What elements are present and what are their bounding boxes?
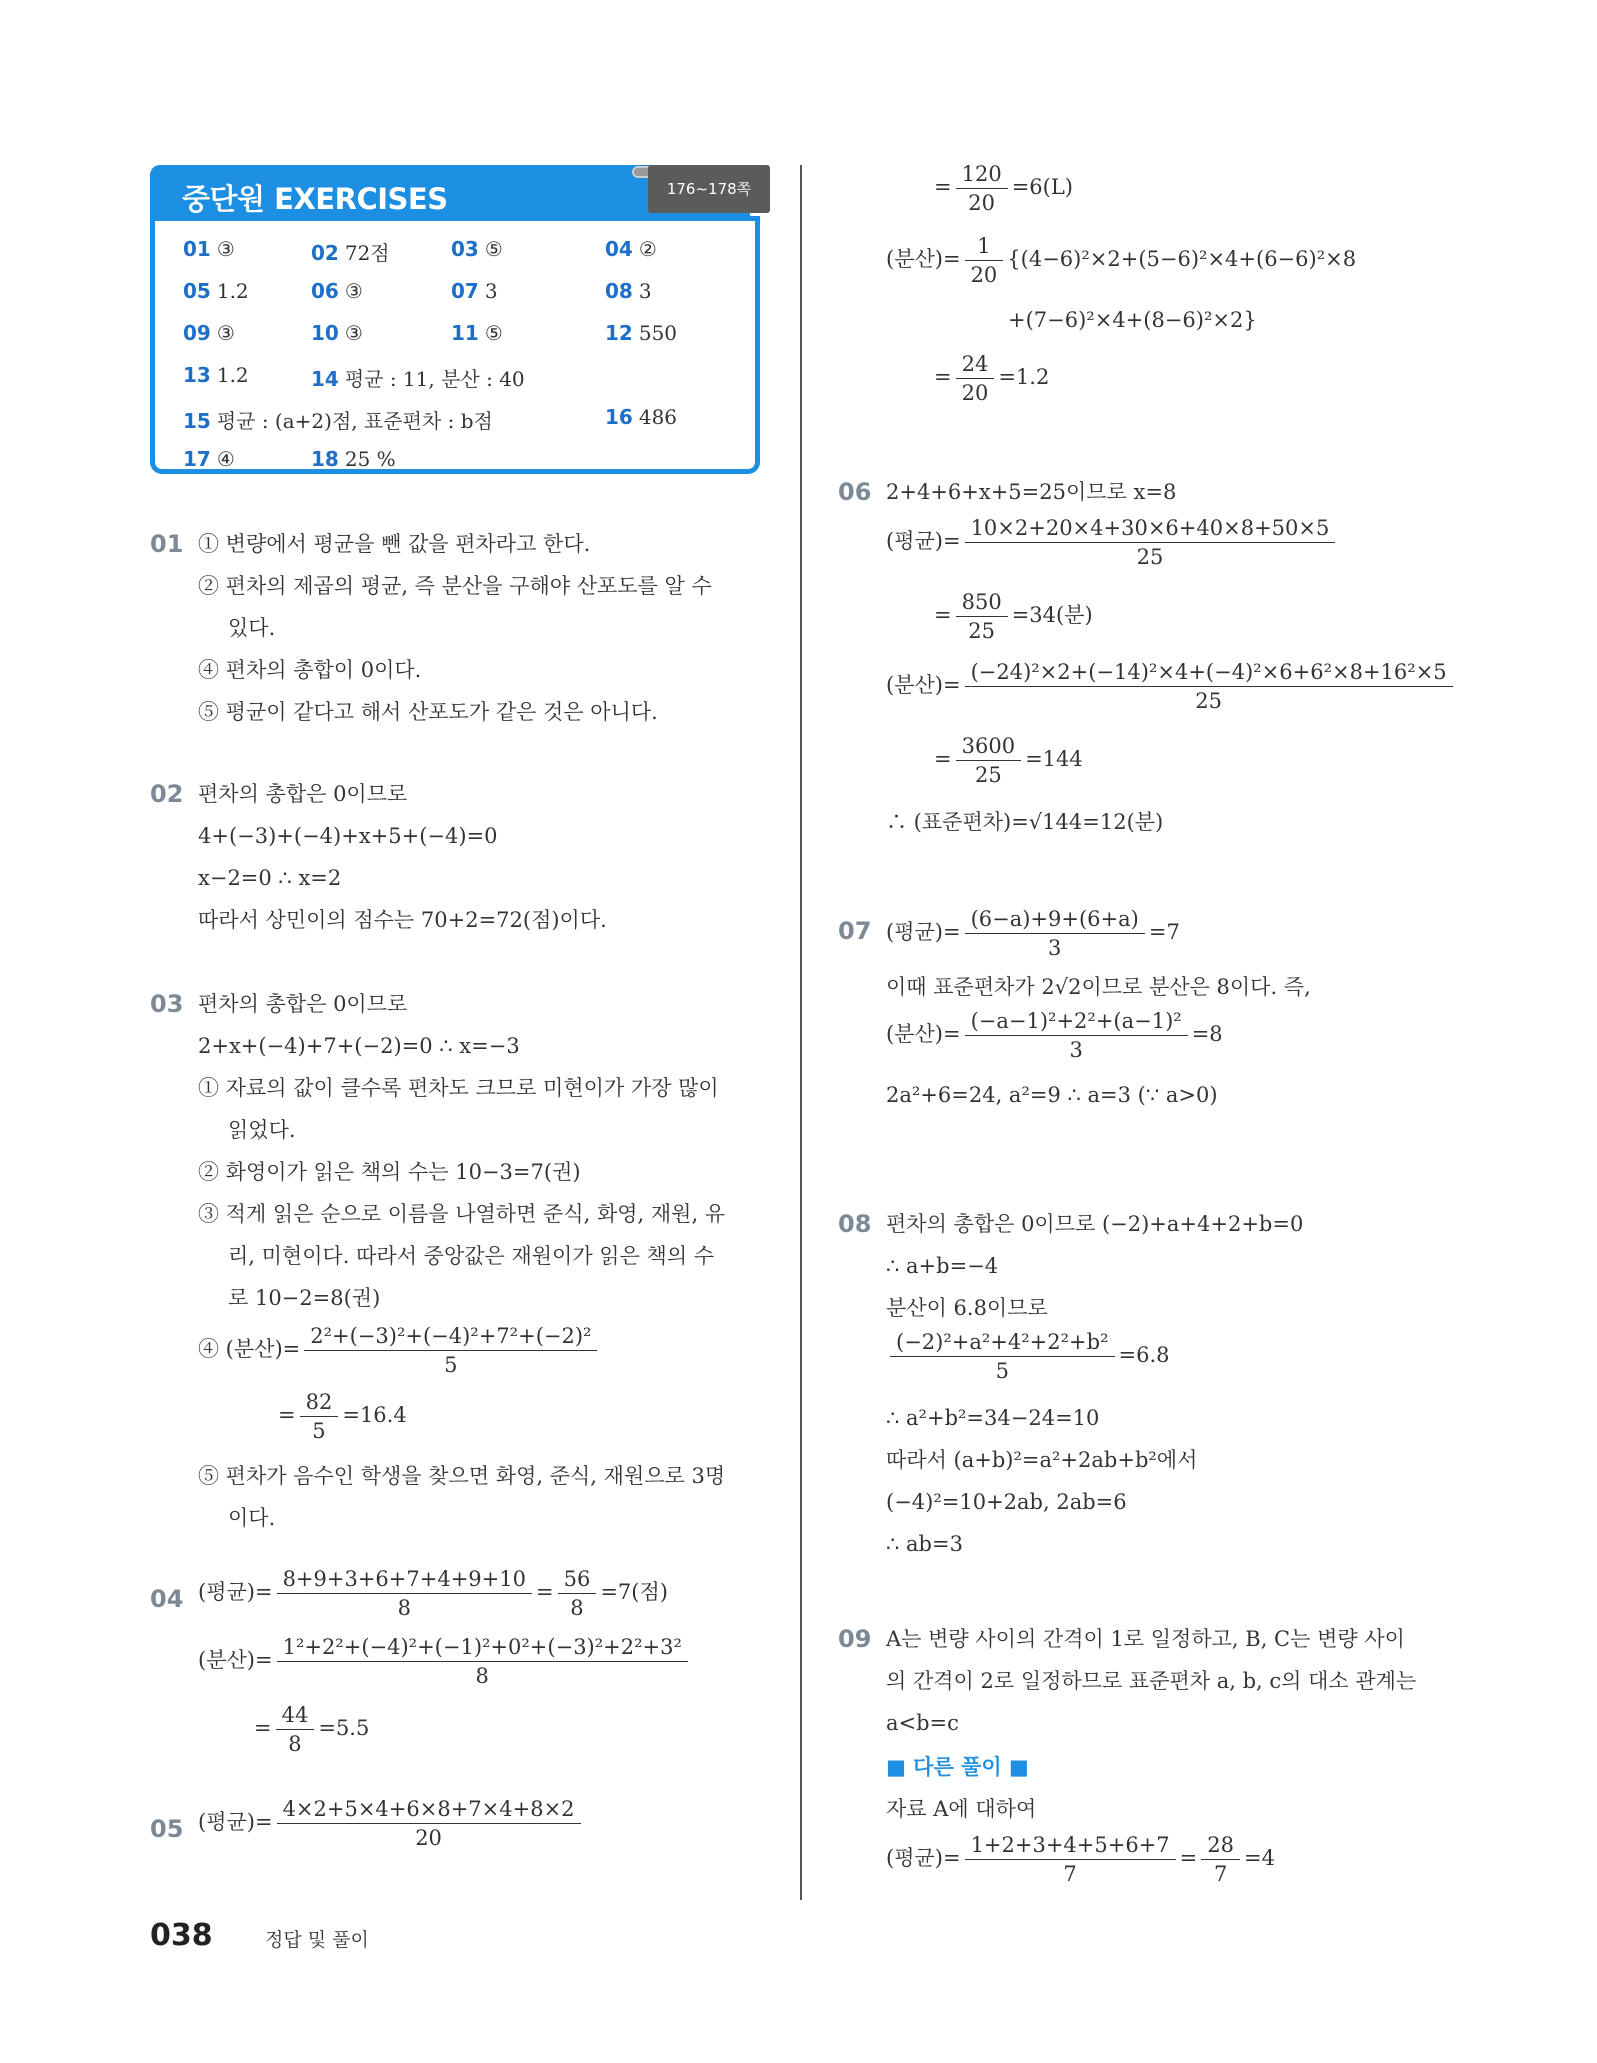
page-range-badge: 176~178쪽	[648, 165, 770, 213]
answer-item: 06 ③	[311, 279, 363, 303]
answer-item: 09 ③	[183, 321, 235, 345]
answer-item: 10 ③	[311, 321, 363, 345]
fraction-line: = $\frac{44}{8}$ =5.5	[254, 1703, 370, 1756]
fraction-line: (평균)= $\frac{4\times 2+5\times 4+6\times 8+7\times 4+8\times 2}{20}$	[198, 1795, 585, 1852]
problem-number: 01	[150, 530, 184, 558]
problem-number: 03	[150, 990, 184, 1018]
text-line: ② 화영이가 읽은 책의 수는 10−3=7(권)	[198, 1160, 581, 1184]
text-line: ① 변량에서 평균을 뺀 값을 편차라고 한다.	[198, 532, 591, 556]
text-line: 분산이 6.8이므로	[886, 1296, 1048, 1320]
fraction-line: (평균)= $\frac{10\times 2+20\times 4+30\times 6+40\times 8+50\times 5}{25}$	[886, 514, 1339, 571]
answer-grid	[150, 216, 760, 474]
equation-line: ∴ ab=3	[886, 1532, 963, 1556]
fraction-line: (평균)= $\frac{1+2+3+4+5+6+7}{7}$ = $\frac{28}{7}$ =4	[886, 1833, 1275, 1886]
answer-item: 13 1.2	[183, 363, 249, 387]
text-line: ⑤ 평균이 같다고 해서 산포도가 같은 것은 아니다.	[198, 700, 658, 724]
problem-number: 05	[150, 1815, 184, 1843]
problem-number: 08	[838, 1210, 872, 1238]
text-line: 편차의 총합은 0이므로	[198, 782, 408, 806]
text-line: 이다.	[228, 1506, 276, 1530]
answer-item: 11 ⑤	[451, 321, 503, 345]
text-line: 읽었다.	[228, 1118, 296, 1142]
equation-line: x−2=0 ∴ x=2	[198, 866, 342, 890]
equation-line: ∴ a+b=−4	[886, 1254, 999, 1278]
problem-number: 06	[838, 478, 872, 506]
text-line: 자료 A에 대하여	[886, 1797, 1037, 1821]
fraction-line: = $\frac{82}{5}$ =16.4	[278, 1390, 407, 1443]
exercises-title: 중단원 EXERCISES	[182, 182, 448, 216]
text-line: ③ 적게 읽은 순으로 이름을 나열하면 준식, 화영, 재원, 유	[198, 1202, 726, 1226]
alternate-solution-label: ■ 다른 풀이 ■	[886, 1755, 1029, 1779]
text-line: 리, 미현이다. 따라서 중앙값은 재원이가 읽은 책의 수	[228, 1244, 715, 1268]
text-line: 편차의 총합은 0이므로 (−2)+a+4+2+b=0	[886, 1212, 1304, 1236]
answer-item: 12 550	[605, 321, 678, 345]
text-line: 이때 표준편차가 2√2이므로 분산은 8이다. 즉,	[886, 975, 1311, 999]
text-line: 따라서 상민이의 점수는 70+2=72(점)이다.	[198, 908, 607, 932]
answer-item: 03 ⑤	[451, 237, 503, 261]
equation-line: a<b=c	[886, 1711, 959, 1735]
answer-item: 18 25 %	[311, 447, 396, 471]
equation-line: 2+4+6+x+5=25이므로 x=8	[886, 480, 1177, 504]
text-line: ④ 편차의 총합이 0이다.	[198, 658, 422, 682]
text-line: A는 변량 사이의 간격이 1로 일정하고, B, C는 변량 사이	[886, 1627, 1405, 1651]
equation-line: 2a²+6=24, a²=9 ∴ a=3 (∵ a>0)	[886, 1083, 1218, 1107]
answer-item: 05 1.2	[183, 279, 249, 303]
equation-line: 4+(−3)+(−4)+x+5+(−4)=0	[198, 824, 498, 848]
answer-item: 04 ②	[605, 237, 657, 261]
fraction-line: (평균)= $\frac{(6-a)+9+(6+a)}{3}$ =7	[886, 907, 1180, 960]
answer-item: 07 3	[451, 279, 498, 303]
fraction-line: (평균)= $\frac{8+9+3+6+7+4+9+10}{8}$ = $\frac{56}{8}$ =7(점)	[198, 1567, 668, 1620]
fraction-line: (분산)= $\frac{1}{20}$ {(4−6)²×2+(5−6)²×4+(6−6)²×8	[886, 234, 1357, 287]
fraction-line: = $\frac{3600}{25}$ =144	[934, 734, 1083, 787]
problem-number: 02	[150, 780, 184, 808]
answer-item: 14 평균 : 11, 분산 : 40	[311, 367, 525, 391]
fraction-line: = $\frac{850}{25}$ =34(분)	[934, 590, 1093, 643]
answer-item: 08 3	[605, 279, 652, 303]
equation-line: 2+x+(−4)+7+(−2)=0 ∴ x=−3	[198, 1034, 520, 1058]
text-line: ② 편차의 제곱의 평균, 즉 분산을 구해야 산포도를 알 수	[198, 574, 712, 598]
answer-item: 02 72점	[311, 241, 390, 265]
text-line: 있다.	[228, 616, 276, 640]
column-divider	[800, 165, 802, 1900]
page-number: 038	[150, 1918, 213, 1953]
fraction-line: (분산)= $\frac{\text{1²+2²+(−4)²+(−1)²+0²+(−3)²+2²+3²}}{8}$	[198, 1633, 692, 1690]
fraction-line: (분산)= $\frac{\text{(−a−1)²+2²+(a−1)²}}{3}$ =8	[886, 1009, 1223, 1062]
text-line: ① 자료의 값이 클수록 편차도 크므로 미현이가 가장 많이	[198, 1076, 719, 1100]
problem-number: 04	[150, 1585, 184, 1613]
fraction-line: (분산)= $\frac{\text{(−24)²×2+(−14)²×4+(−4)²×6+6²×8+16²×5}}{25}$	[886, 658, 1457, 715]
answer-item: 15 평균 : (a+2)점, 표준편차 : b점	[183, 409, 493, 433]
equation-line: +(7−6)²×4+(8−6)²×2}	[1008, 308, 1257, 332]
exercises-answer-box	[150, 160, 770, 490]
text-line: 편차의 총합은 0이므로	[198, 992, 408, 1016]
text-line: 의 간격이 2로 일정하므로 표준편차 a, b, c의 대소 관계는	[886, 1669, 1417, 1693]
equation-line: ∴ (표준편차)=√144=12(분)	[886, 810, 1164, 834]
answer-item: 17 ④	[183, 447, 235, 471]
fraction-line: $\frac{\text{(−2)²+a²+4²+2²+b²}}{5}$ =6.8	[886, 1328, 1170, 1385]
left-column	[150, 160, 770, 1850]
answer-item: 01 ③	[183, 237, 235, 261]
answer-item: 16 486	[605, 405, 678, 429]
problem-number: 07	[838, 917, 872, 945]
footer-title: 정답 및 풀이	[265, 1929, 369, 1951]
fraction-line: = $\frac{120}{20}$ =6(L)	[934, 162, 1073, 215]
text-line: 따라서 (a+b)²=a²+2ab+b²에서	[886, 1448, 1198, 1472]
problem-number: 09	[838, 1625, 872, 1653]
equation-line: ∴ a²+b²=34−24=10	[886, 1406, 1100, 1430]
equation-line: (−4)²=10+2ab, 2ab=6	[886, 1490, 1127, 1514]
fraction-line: = $\frac{24}{20}$ =1.2	[934, 352, 1050, 405]
fraction-line: ④ (분산)= $\frac{\text{2²+(−3)²+(−4)²+7²+(−2)²}}{5}$	[198, 1322, 601, 1379]
text-line: ⑤ 편차가 음수인 학생을 찾으면 화영, 준식, 재원으로 3명	[198, 1464, 726, 1488]
text-line: 로 10−2=8(권)	[228, 1286, 381, 1310]
